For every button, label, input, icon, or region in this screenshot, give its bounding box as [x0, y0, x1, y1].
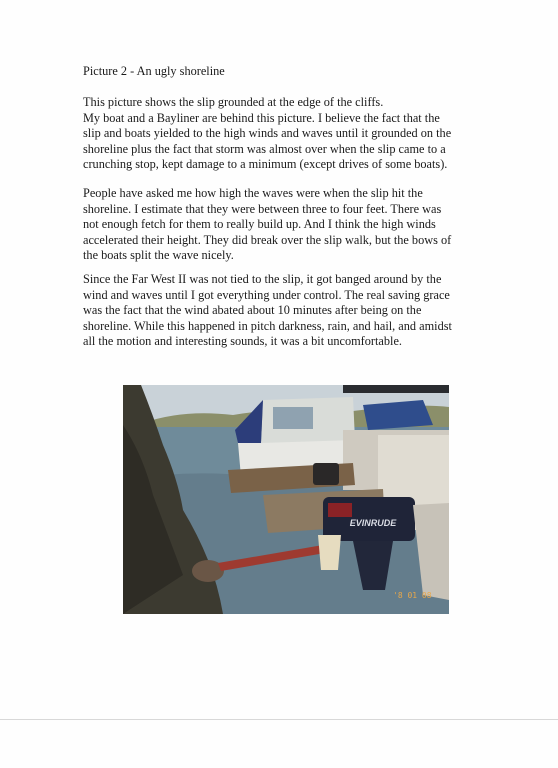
motor-red-panel	[328, 503, 352, 517]
paragraph-3	[83, 272, 503, 350]
text-line: all the motion and interesting sounds, it was a bit uncomfortable.	[83, 334, 402, 349]
text-line: Since the Far West II was not tied to the slip, it got banged around by the	[83, 272, 442, 286]
blue-cover	[363, 400, 433, 430]
document-title: Picture 2 - An ugly shoreline	[83, 64, 225, 78]
scan-divider	[0, 719, 558, 720]
small-motor	[313, 463, 339, 485]
text-line: People have asked me how high the waves were when the slip hit the	[83, 186, 423, 200]
text-line: wind and waves until I got everything under control. The real saving grace	[83, 287, 450, 302]
text-line: was the fact that the wind abated about 10 minutes after being on the	[83, 303, 422, 318]
text-line: shoreline. While this happened in pitch darkness, rain, and hail, and amidst	[83, 318, 452, 333]
text-line: My boat and a Bayliner are behind this picture. I believe the fact that the	[83, 110, 440, 125]
paragraph-2	[83, 186, 503, 264]
text-line: shoreline. I estimate that they were between three to four feet. There was	[83, 201, 442, 216]
text-line: slip and boats yielded to the high winds and waves until it grounded on the	[83, 126, 452, 141]
motor-brand-label: EVINRUDE	[349, 518, 397, 528]
pontoon-canopy	[343, 385, 449, 393]
fuel-tank	[318, 535, 341, 570]
text-line: not enough fetch for them to really build up. And I think the high winds	[83, 217, 436, 232]
text-line: accelerated their height. They did break over the slip walk, but the bows of	[83, 232, 452, 247]
shoreline-photo	[123, 385, 449, 614]
text-line: This picture shows the slip grounded at the edge of the cliffs.	[83, 95, 384, 109]
shoreline-photo-illustration	[123, 385, 449, 614]
text-line: crunching stop, kept damage to a minimum (except drives of some boats).	[83, 157, 448, 172]
boat-window	[273, 407, 313, 429]
photo-date-stamp: '8 01 08	[393, 591, 432, 600]
paragraph-1	[83, 95, 503, 173]
text-line: the boats split the wave nicely.	[83, 248, 234, 263]
text-line: shoreline plus the fact that storm was almost over when the slip came to a	[83, 141, 446, 156]
